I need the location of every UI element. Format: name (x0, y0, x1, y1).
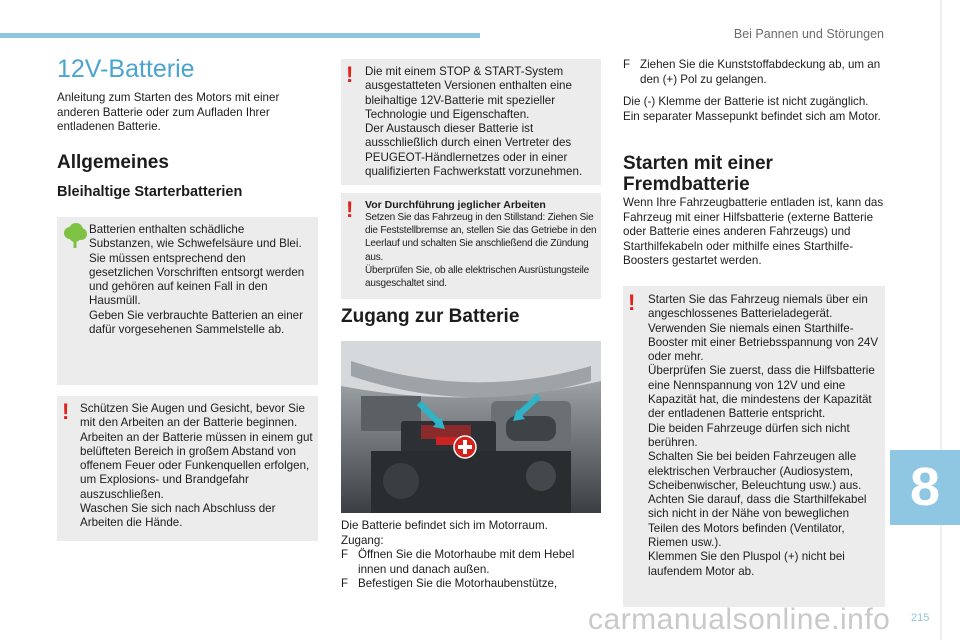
header-accent-bar (0, 33, 480, 38)
stop-start-warning-text: Die mit einem STOP & START-System ausgestatteten Versionen enthalten eine bleihaltige 12V-Batterie mit spezieller Technologie und Eigenschaften. Der Austausch dieser Batterie ist ausschließlich durch einen Vertreter des PEUGEOT-Händlernetzes oder in einer qualifizierten Fachwerkstatt vorzunehmen. (365, 65, 583, 179)
chapter-tab: 8 (890, 450, 960, 525)
jump-start-warning-box (623, 286, 885, 607)
minus-terminal-note: Die (-) Klemme der Batterie ist nicht zugänglich. Ein separater Massepunkt befindet sich am Motor. (623, 95, 881, 123)
warning-icon: ! (346, 197, 354, 222)
environment-note-box (57, 217, 318, 385)
pre-work-note-text: Setzen Sie das Fahrzeug in den Stillstand: Ziehen Sie die Feststellbremse an, stellen Sie das Getriebe in den Leerlauf und schalten Sie anschließend die Zündung aus. Überprüfen Sie, ob alle elektrischen Ausrüstungsteile ausgeschaltet sind. (365, 212, 597, 290)
bullet-f: F (341, 577, 349, 591)
warning-icon: ! (346, 62, 354, 87)
list-item: F Öffnen Sie die Motorhaube mit dem Hebel innen und danach außen. (341, 548, 575, 576)
tree-icon (63, 223, 88, 249)
page-title: 12V-Batterie (57, 55, 195, 83)
fremdbatterie-text: Wenn Ihre Fahrzeugbatterie entladen ist, kann das Fahrzeug mit einer Hilfsbatterie (externe Batterie oder Batterie eines anderen Fahrzeugs) und Starthilfekabeln oder mithilfe eines Starthilfe-Boosters gestartet werden. (623, 196, 884, 268)
plus-terminal-icon (454, 436, 476, 458)
heading-allgemeines: Allgemeines (57, 152, 169, 173)
list-item: F Ziehen Sie die Kunststoffabdeckung ab, um an den (+) Pol zu gelangen. (623, 58, 881, 86)
heading-zugang: Zugang zur Batterie (341, 306, 520, 327)
zugang-step-continued (623, 58, 885, 87)
bullet-f: F (623, 58, 631, 71)
jump-start-warning-text: Starten Sie das Fahrzeug niemals über ein angeschlossenes Batterieladegerät. Verwenden Sie niemals einen Starthilfe-Booster mit einer Betriebsspannung von 24V oder mehr. Überprüfen Sie zuerst, dass die Hilfsbatterie eine Nennspannung von 12V und eine Kapazität hat, die mindestens der Kapazität der entladenen Batterie entspricht. Die beiden Fahrzeuge dürfen sich nicht berühren. Schalten Sie bei beiden Fahrzeugen alle elektrischen Verbraucher (Audiosystem, Scheibenwischer, Beleuchtung usw.) aus. Achten Sie darauf, dass die Starthilfekabel sich nicht in der Nähe von beweglichen Teilen des Motors befinden (Ventilator, Riemen usw.). Klemmen Sie den Pluspol (+) nicht bei laufendem Motor ab. (648, 293, 879, 578)
zugang-steps-list (341, 548, 601, 592)
safety-warning-text: Schützen Sie Augen und Gesicht, bevor Sie mit den Arbeiten an der Batterie beginnen. Arbeiten an der Batterie müssen in einem gut belüfteten Bereich in großem Abstand von offenem Feuer oder Funkenquellen erfolgen, um Explosions- und Brandgefahr auszuschließen. Waschen Sie sich nach Abschluss der Arbeiten die Hände. (80, 402, 313, 530)
heading-fremdbatterie: Starten mit einer Fremdbatterie (623, 153, 773, 195)
page-number: 215 (911, 612, 930, 624)
list-item: F Befestigen Sie die Motorhaubenstütze, (341, 577, 558, 591)
warning-icon: ! (62, 399, 70, 424)
heading-bleihaltige: Bleihaltige Starterbatterien (57, 184, 243, 200)
warning-icon: ! (628, 290, 636, 315)
stop-start-warning-box (341, 59, 601, 185)
section-header: Bei Pannen und Störungen (733, 27, 884, 41)
bullet-f: F (341, 548, 349, 561)
pre-work-note-box (341, 193, 601, 299)
safety-warning-box (57, 396, 318, 541)
engine-bay-photo (341, 341, 601, 513)
watermark: carmanualsonline.info (588, 603, 891, 636)
page-edge-divider (940, 0, 942, 640)
environment-note-text: Batterien enthalten schädliche Substanzen, wie Schwefelsäure und Blei. Sie müssen entsprechend den gesetzlichen Vorschriften entsorgt werden und gehören auf keinen Fall in den Hausmüll. Geben Sie verbrauchte Batterien an einer dafür vorgesehenen Sammelstelle ab. (89, 223, 305, 337)
pre-work-note-title: Vor Durchführung jeglicher Arbeiten (365, 199, 546, 211)
zugang-intro-text: Die Batterie befindet sich im Motorraum. Zugang: (341, 519, 548, 547)
intro-text: Anleitung zum Starten des Motors mit einer anderen Batterie oder zum Aufladen Ihrer entladenen Batterie. (57, 91, 280, 134)
